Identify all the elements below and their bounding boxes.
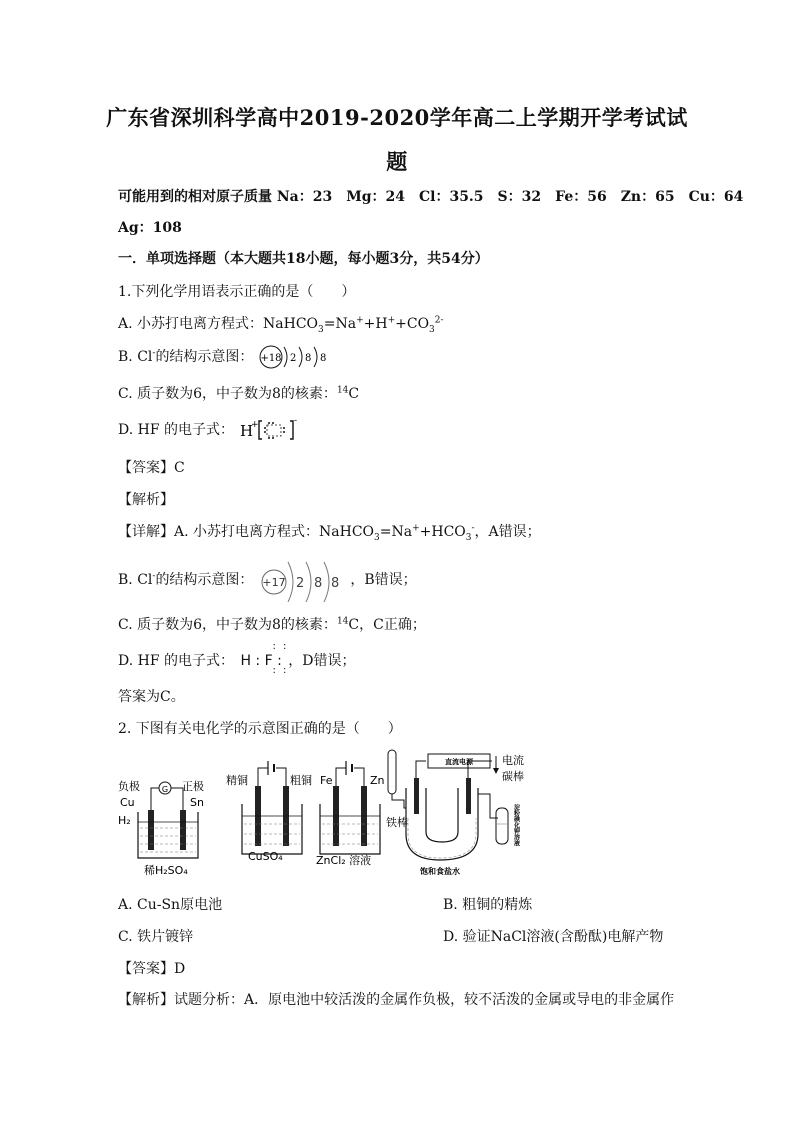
figure-zinc-plating: [316, 761, 385, 867]
svg-text:CuSO₄: CuSO₄: [248, 850, 283, 863]
svg-text:饱和食盐水: 饱和食盐水: [420, 867, 460, 876]
shell-3-count: 8: [330, 576, 340, 591]
question-1-option-b: B. Cl-的结构示意图： +18 2 8 8: [118, 344, 338, 370]
svg-text:粗铜: 粗铜: [290, 774, 312, 787]
svg-text:Cu: Cu: [120, 796, 135, 809]
shell-1-count: 2: [289, 353, 297, 364]
question-1-option-d: D. HF 的电子式： H + -: [118, 417, 300, 443]
svg-text:Sn: Sn: [190, 796, 204, 809]
nucleus-label: +18: [260, 353, 282, 364]
question-1-detail-a: 【详解】A. 小苏打电离方程式：$NaHCO_3=Na^++HCO_3^-$，A错误；: [118, 523, 541, 543]
hf-ionic-formula-image: [238, 417, 300, 443]
nucleus-label: +17: [262, 576, 286, 589]
question-1-option-c: C. 质子数为6，中子数为8的核素：$^{14}$C: [118, 385, 360, 402]
page-title: 广东省深圳科学高中2019-2020学年高二上学期开学考试试: [106, 105, 688, 130]
svg-text:-: -: [294, 417, 298, 426]
page-title-continued: 题: [386, 149, 408, 174]
figure-nacl-electrolysis: [386, 750, 524, 876]
question-1-analysis-label: 【解析】: [118, 492, 174, 508]
svg-text:+: +: [251, 420, 259, 430]
svg-text:铁棒: 铁棒: [386, 816, 408, 829]
shell-2-count: 8: [313, 576, 323, 591]
question-2-option-c: C. 铁片镀锌: [118, 929, 194, 945]
question-2-stem: 2. 下图有关电化学的示意图正确的是（ ）: [118, 721, 402, 737]
svg-text:负极: 负极: [118, 780, 140, 793]
svg-text:精铜: 精铜: [226, 774, 248, 787]
svg-text:H₂: H₂: [118, 814, 131, 827]
figure-cu-sn-cell: [118, 779, 204, 877]
question-2-answer: 【答案】D: [118, 961, 186, 977]
question-1-stem: 1.下列化学用语表示正确的是（ ）: [118, 284, 356, 300]
question-2-analysis: 【解析】试题分析：A．原电池中较活泼的金属作负极，较不活泼的金属或导电的非金属作: [118, 992, 675, 1008]
chlorine-atom-structure-diagram: [258, 558, 346, 602]
atomic-masses-line: 可能用到的相对原子质量 Na：23 Mg：24 Cl：35.5 S：32 Fe：56 Zn：65 Cu：64: [118, 189, 744, 205]
svg-text:ZnCl₂ 溶液: ZnCl₂ 溶液: [316, 854, 372, 867]
electrochemistry-figure: [118, 748, 678, 878]
svg-text:Zn: Zn: [370, 774, 385, 787]
question-1-detail-d: D. HF 的电子式： : : H : F : : : ，D错误；: [118, 641, 356, 676]
atomic-masses-line-2: Ag：108: [118, 220, 182, 236]
question-2-option-a: A. Cu-Sn原电池: [118, 897, 223, 913]
section-heading: 一．单项选择题（本大题共18小题，每小题3分，共54分）: [118, 251, 489, 267]
shell-1-count: 2: [295, 576, 305, 591]
svg-text:正极: 正极: [182, 780, 204, 793]
question-1-answer: 【答案】C: [118, 460, 185, 476]
svg-text:淀粉碘化钾溶液: 淀粉碘化钾溶液: [512, 804, 520, 846]
svg-text:直流电源: 直流电源: [445, 758, 473, 766]
svg-text:稀H₂SO₄: 稀H₂SO₄: [144, 864, 188, 877]
question-1-conclusion: 答案为C。: [118, 689, 185, 705]
question-1-detail-b: B. Cl-的结构示意图： +17 2 8 8 ，B错误；: [118, 558, 417, 602]
svg-text:G: G: [161, 785, 169, 794]
figure-copper-refining: [226, 761, 312, 863]
question-1-detail-c: C. 质子数为6，中子数为8的核素：$^{14}$C，C正确；: [118, 616, 426, 633]
svg-text:H: H: [240, 422, 254, 440]
shell-2-count: 8: [304, 353, 312, 364]
question-2-option-b: B. 粗铜的精炼: [443, 897, 533, 913]
svg-text:电流: 电流: [502, 754, 524, 767]
svg-text:碳棒: 碳棒: [502, 770, 524, 783]
svg-text:Fe: Fe: [320, 774, 333, 787]
hf-covalent-formula: : : H : F : : :: [240, 641, 289, 676]
shell-3-count: 8: [319, 353, 327, 364]
chlorine-ion-structure-diagram: [258, 344, 338, 370]
question-1-option-a: A. 小苏打电离方程式：$NaHCO_3=Na^++H^++CO_3^{2-}$: [118, 315, 444, 335]
question-2-option-d: D. 验证NaCl溶液(含酚酞)电解产物: [443, 929, 664, 945]
